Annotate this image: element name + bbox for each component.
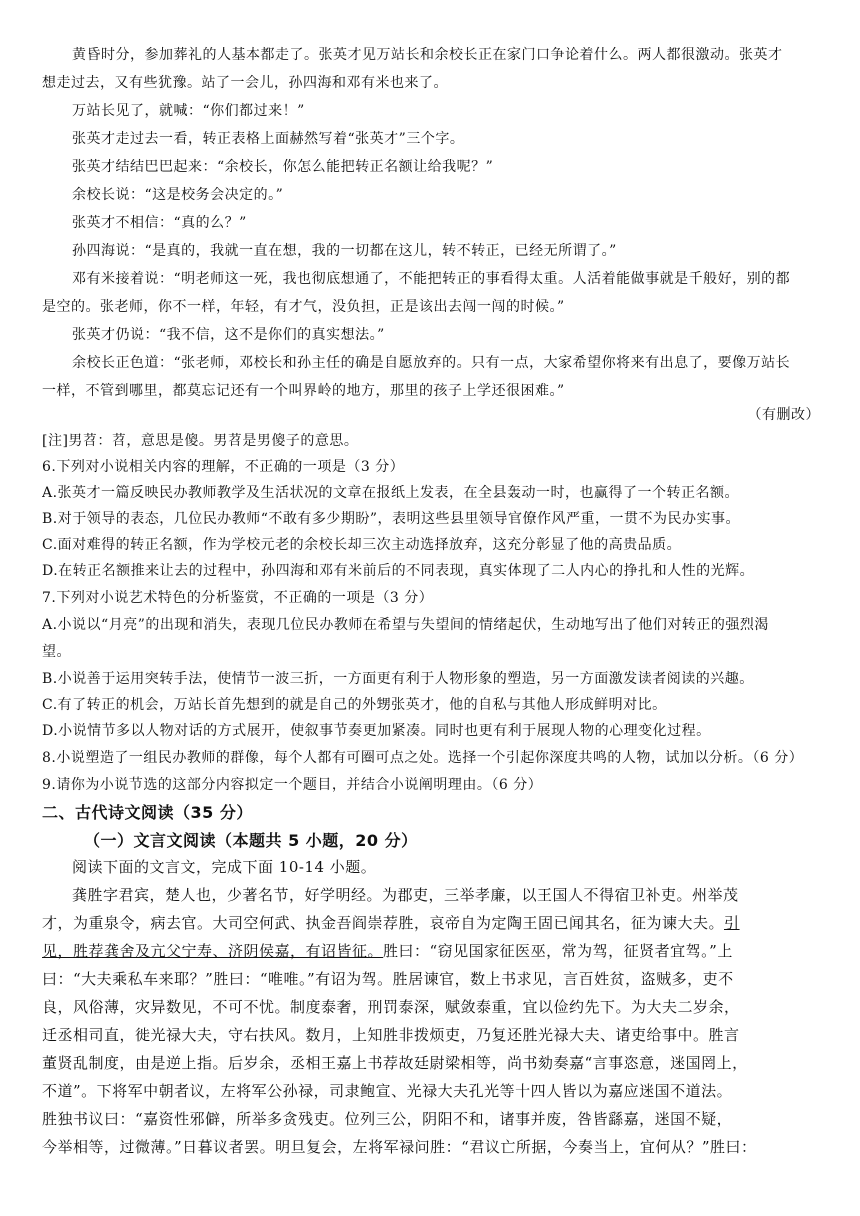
section-2-subheading: （一）文言文阅读（本题共 5 小题，20 分） [84,831,418,850]
question-7: 7.下列对小说艺术特色的分析鉴赏，不正确的一项是（3 分） [42,590,434,606]
question-6-option-a: A.张英才一篇反映民办教师教学及生活状况的文章在报纸上发表，在全县轰动一时，也赢得了一个转正名额。 [42,485,740,501]
footnote: [注]男苕：苕，意思是傻。男苕是男傻子的意思。 [42,433,359,449]
question-7-option-c: C.有了转正的机会，万站长首先想到的就是自己的外甥张英才，他的自私与其他人形成鲜明对比。 [42,697,667,713]
classical-text-line-3-main: 胜曰：“窃见国家征医巫，常为驾，征贤者宜驾。”上 [383,942,733,960]
classical-text-line-7: 董贤乱制度，由是逆上指。后岁余，丞相王嘉上书荐故廷尉梁相等，尚书劾奏嘉“言事恣意，迷国罔上， [42,1054,748,1072]
story-para-1-line1: 黄昏时分，参加葬礼的人基本都走了。张英才见万站长和余校长正在家门口争论着什么。两人都很激动。张英才 [72,47,783,63]
story-para-9: 张英才仍说：“我不信，这不是你们的真实想法。” [72,327,385,343]
classical-text-line-10: 今举相等，过微薄。”日暮议者罢。明旦复会，左将军禄问胜：“君议亡所据，今奏当上，宜何从？”胜曰： [42,1138,757,1156]
underlined-sentence-part-2: 见，胜荐龚舍及亢父宁寿、济阴侯嘉，有诏皆征。 [42,942,384,960]
question-6-option-b: B.对于领导的表态，几位民办教师“不敢有多少期盼”，表明这些县里领导官僚作风严重，一贯不为民办实事。 [42,511,741,527]
story-para-3: 张英才走过去一看，转正表格上面赫然写着“张英才”三个字。 [72,131,465,147]
classical-text-line-9: 胜独书议曰：“嘉资性邪僻，所举多贪残吏。位列三公，阴阳不和，诸事并废，咎皆繇嘉，迷国不疑， [42,1110,733,1128]
story-para-5: 余校长说：“这是校务会决定的。” [72,187,284,203]
source-note: （有删改） [747,407,820,423]
story-para-2: 万站长见了，就喊：“你们都过来！” [72,103,305,119]
story-para-10-line1: 余校长正色道：“张老师，邓校长和孙主任的确是自愿放弃的。只有一点，大家希望你将来有出息了，要像万站长 [72,355,791,371]
reading-instruction: 阅读下面的文言文，完成下面 10-14 小题。 [72,858,377,876]
classical-text-line-5: 良，风俗薄，灾异数见，不可不忧。制度泰奢，刑罚泰深，赋敛泰重，宜以俭约先下。为大夫二岁余， [42,998,740,1016]
question-6: 6.下列对小说相关内容的理解，不正确的一项是（3 分） [42,459,405,475]
classical-text-line-8: 不道”。下将军中朝者议，左将军公孙禄，司隶鲍宣、光禄大夫孔光等十四人皆以为嘉应迷国不道法。 [42,1082,733,1100]
classical-text-line-3 [42,940,822,961]
question-7-option-b: B.小说善于运用突转手法，使情节一波三折，一方面更有利于人物形象的塑造，另一方面激发读者阅读的兴趣。 [42,671,754,687]
question-8: 8.小说塑造了一组民办教师的群像，每个人都有可圈可点之处。选择一个引起你深度共鸣的人物，试加以分析。（6 分） [42,750,804,766]
section-2-heading: 二、古代诗文阅读（35 分） [42,803,253,822]
story-para-8-line2: 是空的。张老师，你不一样，年轻，有才气，没负担，正是该出去闯一闯的时候。” [42,299,565,315]
underlined-sentence-part-1: 引 [724,914,740,932]
classical-text-line-4: 曰：“大夫乘私车来耶？”胜曰：“唯唯。”有诏为驾。胜居谏官，数上书求见，言百姓贫，盗贼多，吏不 [42,970,734,988]
question-9: 9.请你为小说节选的这部分内容拟定一个题目，并结合小说阐明理由。（6 分） [42,777,543,793]
question-6-option-d: D.在转正名额推来让去的过程中，孙四海和邓有米前后的不同表现，真实体现了二人内心的挣扎和人性的光辉。 [42,563,755,579]
story-para-7: 孙四海说：“是真的，我就一直在想，我的一切都在这儿，转不转正，已经无所谓了。” [72,243,617,259]
story-para-10-line2: 一样，不管到哪里，都莫忘记还有一个叫界岭的地方，那里的孩子上学还很困难。” [42,383,565,399]
story-para-8-line1: 邓有米接着说：“明老师这一死，我也彻底想通了，不能把转正的事看得太重。人活着能做事就是千般好，别的都 [72,271,791,287]
story-para-6: 张英才不相信：“真的么？” [72,215,247,231]
story-para-4: 张英才结结巴巴起来：“余校长，你怎么能把转正名额让给我呢？” [72,159,494,175]
question-7-option-a-line2: 望。 [42,644,71,660]
question-6-option-c: C.面对难得的转正名额，作为学校元老的余校长却三次主动选择放弃，这充分彰显了他的高贵品质。 [42,537,682,553]
classical-text-line-2-main: 才，为重泉令，病去官。大司空何武、执金吾阎崇荐胜，哀帝自为定陶王固已闻其名，征为谏大夫。 [42,914,725,932]
story-para-1-line2: 想走过去，又有些犹豫。站了一会儿，孙四海和邓有米也来了。 [42,75,448,91]
classical-text-line-1: 龚胜字君宾，楚人也，少著名节，好学明经。为郡吏，三举孝廉，以王国人不得宿卫补吏。州举茂 [72,886,739,904]
question-7-option-d: D.小说情节多以人物对话的方式展开，使叙事节奏更加紧凑。同时也更有利于展现人物的心理变化过程。 [42,723,711,739]
question-7-option-a-line1: A.小说以“月亮”的出现和消失，表现几位民办教师在希望与失望间的情绪起伏，生动地写出了他们对转正的强烈渴 [42,617,769,633]
classical-text-line-2 [42,912,822,933]
classical-text-line-6: 迁丞相司直，徙光禄大夫，守右扶风。数月，上知胜非拨烦吏，乃复还胜光禄大夫、诸吏给事中。胜言 [42,1026,740,1044]
